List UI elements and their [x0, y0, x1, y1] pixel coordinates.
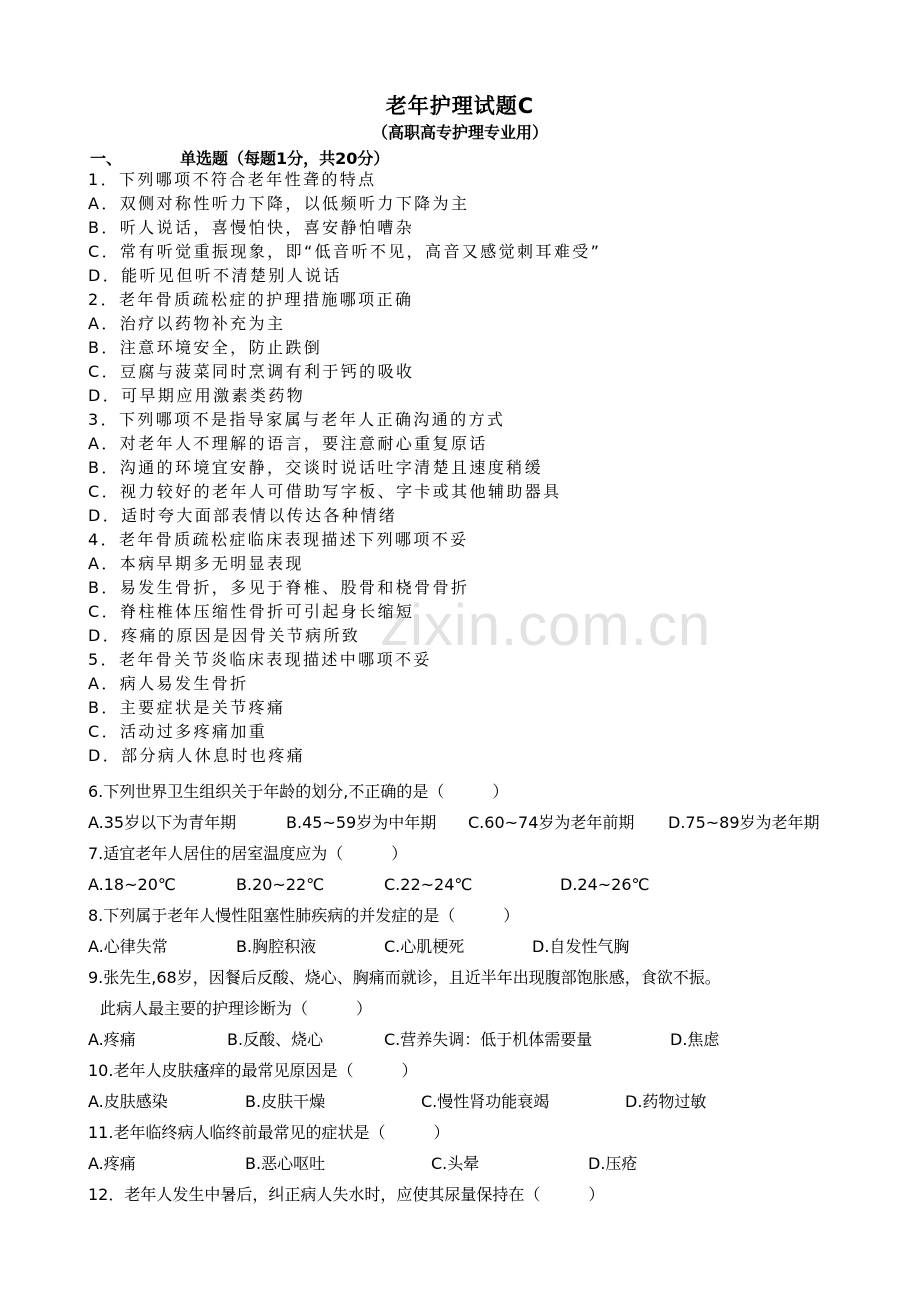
question-line: 4．老年骨质疏松症临床表现描述下列哪项不妥 — [88, 530, 469, 549]
option-b: B.恶心呕吐 — [245, 1154, 326, 1173]
option-b: B.胸腔积液 — [236, 937, 317, 956]
option-line: A．治疗以药物补充为主 — [88, 314, 286, 333]
option-c: C.22~24℃ — [384, 875, 473, 894]
question-line: 2．老年骨质疏松症的护理措施哪项正确 — [88, 290, 414, 309]
question-6-stem: 6.下列世界卫生组织关于年龄的划分,不正确的是（ ） — [88, 782, 509, 801]
option-d: D.压疮 — [588, 1154, 638, 1173]
question-12-stem: 12．老年人发生中暑后，纠正病人失水时，应使其尿量保持在（ ） — [88, 1185, 605, 1204]
question-7-stem: 7.适宜老年人居住的居室温度应为（ ） — [88, 844, 408, 863]
option-line: C．活动过多疼痛加重 — [88, 722, 268, 741]
page-subtitle: （高职高专护理专业用） — [371, 123, 548, 142]
option-line: A．本病早期多无明显表现 — [88, 554, 304, 573]
section-label: 单选题（每题1分，共20分） — [180, 149, 390, 168]
option-d: D.焦虑 — [670, 1030, 720, 1049]
option-line: D．可早期应用激素类药物 — [88, 386, 306, 405]
question-9-options — [88, 1024, 848, 1055]
section-number: 一、 — [90, 149, 123, 168]
option-line: C．脊柱椎体压缩性骨折可引起身长缩短 — [88, 602, 415, 621]
option-a: A.皮肤感染 — [88, 1092, 168, 1111]
option-line: D．疼痛的原因是因骨关节病所致 — [88, 626, 361, 645]
question-line: 1．下列哪项不符合老年性聋的特点 — [88, 170, 377, 189]
option-b: B.20~22℃ — [236, 875, 325, 894]
watermark: zixin.com.cn — [380, 593, 712, 658]
question-11-stem: 11.老年临终病人临终前最常见的症状是（ ） — [88, 1123, 450, 1142]
option-b: B.45~59岁为中年期 — [286, 813, 437, 832]
option-line: D．适时夸大面部表情以传达各种情绪 — [88, 506, 398, 525]
question-6-options — [88, 807, 848, 838]
option-a: A.35岁以下为青年期 — [88, 813, 237, 832]
question-9-stem: 9.张先生,68岁，因餐后反酸、烧心、胸痛而就诊，且近半年出现腹部饱胀感，食欲不振。 — [88, 968, 721, 987]
option-a: A.18~20℃ — [88, 875, 176, 894]
question-8-stem: 8.下列属于老年人慢性阻塞性肺疾病的并发症的是（ ） — [88, 906, 520, 925]
option-c: C.头晕 — [431, 1154, 480, 1173]
question-10-options — [88, 1086, 848, 1117]
question-line: 3．下列哪项不是指导家属与老年人正确沟通的方式 — [88, 410, 506, 429]
option-d: D.自发性气胸 — [532, 937, 630, 956]
option-line: A．病人易发生骨折 — [88, 674, 249, 693]
option-line: B．主要症状是关节疼痛 — [88, 698, 286, 717]
option-line: B．注意环境安全，防止跌倒 — [88, 338, 323, 357]
questions-6-12 — [88, 776, 848, 1210]
question-10-stem: 10.老年人皮肤瘙痒的最常见原因是（ ） — [88, 1061, 418, 1080]
option-a: A.心律失常 — [88, 937, 168, 956]
question-line: 5．老年骨关节炎临床表现描述中哪项不妥 — [88, 650, 432, 669]
option-line: A．对老年人不理解的语言，要注意耐心重复原话 — [88, 434, 488, 453]
section-heading — [90, 146, 389, 169]
option-line: D．能听见但听不清楚别人说话 — [88, 266, 342, 285]
option-line: C．常有听觉重振现象，即“低音听不见，高音又感觉刺耳难受” — [88, 242, 602, 261]
option-c: C.心肌梗死 — [384, 937, 465, 956]
question-8-options — [88, 931, 848, 962]
option-c: C.慢性肾功能衰竭 — [421, 1092, 550, 1111]
question-9-stem-cont: 此病人最主要的护理诊断为（ ） — [100, 999, 373, 1018]
option-d: D.药物过敏 — [625, 1092, 707, 1111]
option-a: A.疼痛 — [88, 1030, 136, 1049]
option-line: B．听人说话，喜慢怕快，喜安静怕嘈杂 — [88, 218, 415, 237]
option-b: B.皮肤干燥 — [245, 1092, 326, 1111]
option-line: A．双侧对称性听力下降，以低频听力下降为主 — [88, 194, 470, 213]
page-title: 老年护理试题C — [385, 94, 535, 118]
option-d: D.24~26℃ — [560, 875, 650, 894]
option-line: B．沟通的环境宜安静，交谈时说话吐字清楚且速度稍缓 — [88, 458, 543, 477]
option-line: C．豆腐与菠菜同时烹调有利于钙的吸收 — [88, 362, 415, 381]
option-b: B.反酸、烧心 — [227, 1030, 324, 1049]
question-11-options — [88, 1148, 848, 1179]
option-d: D.75~89岁为老年期 — [668, 813, 820, 832]
option-line: B．易发生骨折，多见于脊椎、股骨和桡骨骨折 — [88, 578, 470, 597]
option-a: A.疼痛 — [88, 1154, 136, 1173]
option-c: C.60~74岁为老年前期 — [468, 813, 635, 832]
question-7-options — [88, 869, 848, 900]
option-line: C．视力较好的老年人可借助写字板、字卡或其他辅助器具 — [88, 482, 562, 501]
option-c: C.营养失调：低于机体需要量 — [384, 1030, 593, 1049]
option-line: D．部分病人休息时也疼痛 — [88, 746, 306, 765]
questions-1-5 — [88, 168, 848, 768]
